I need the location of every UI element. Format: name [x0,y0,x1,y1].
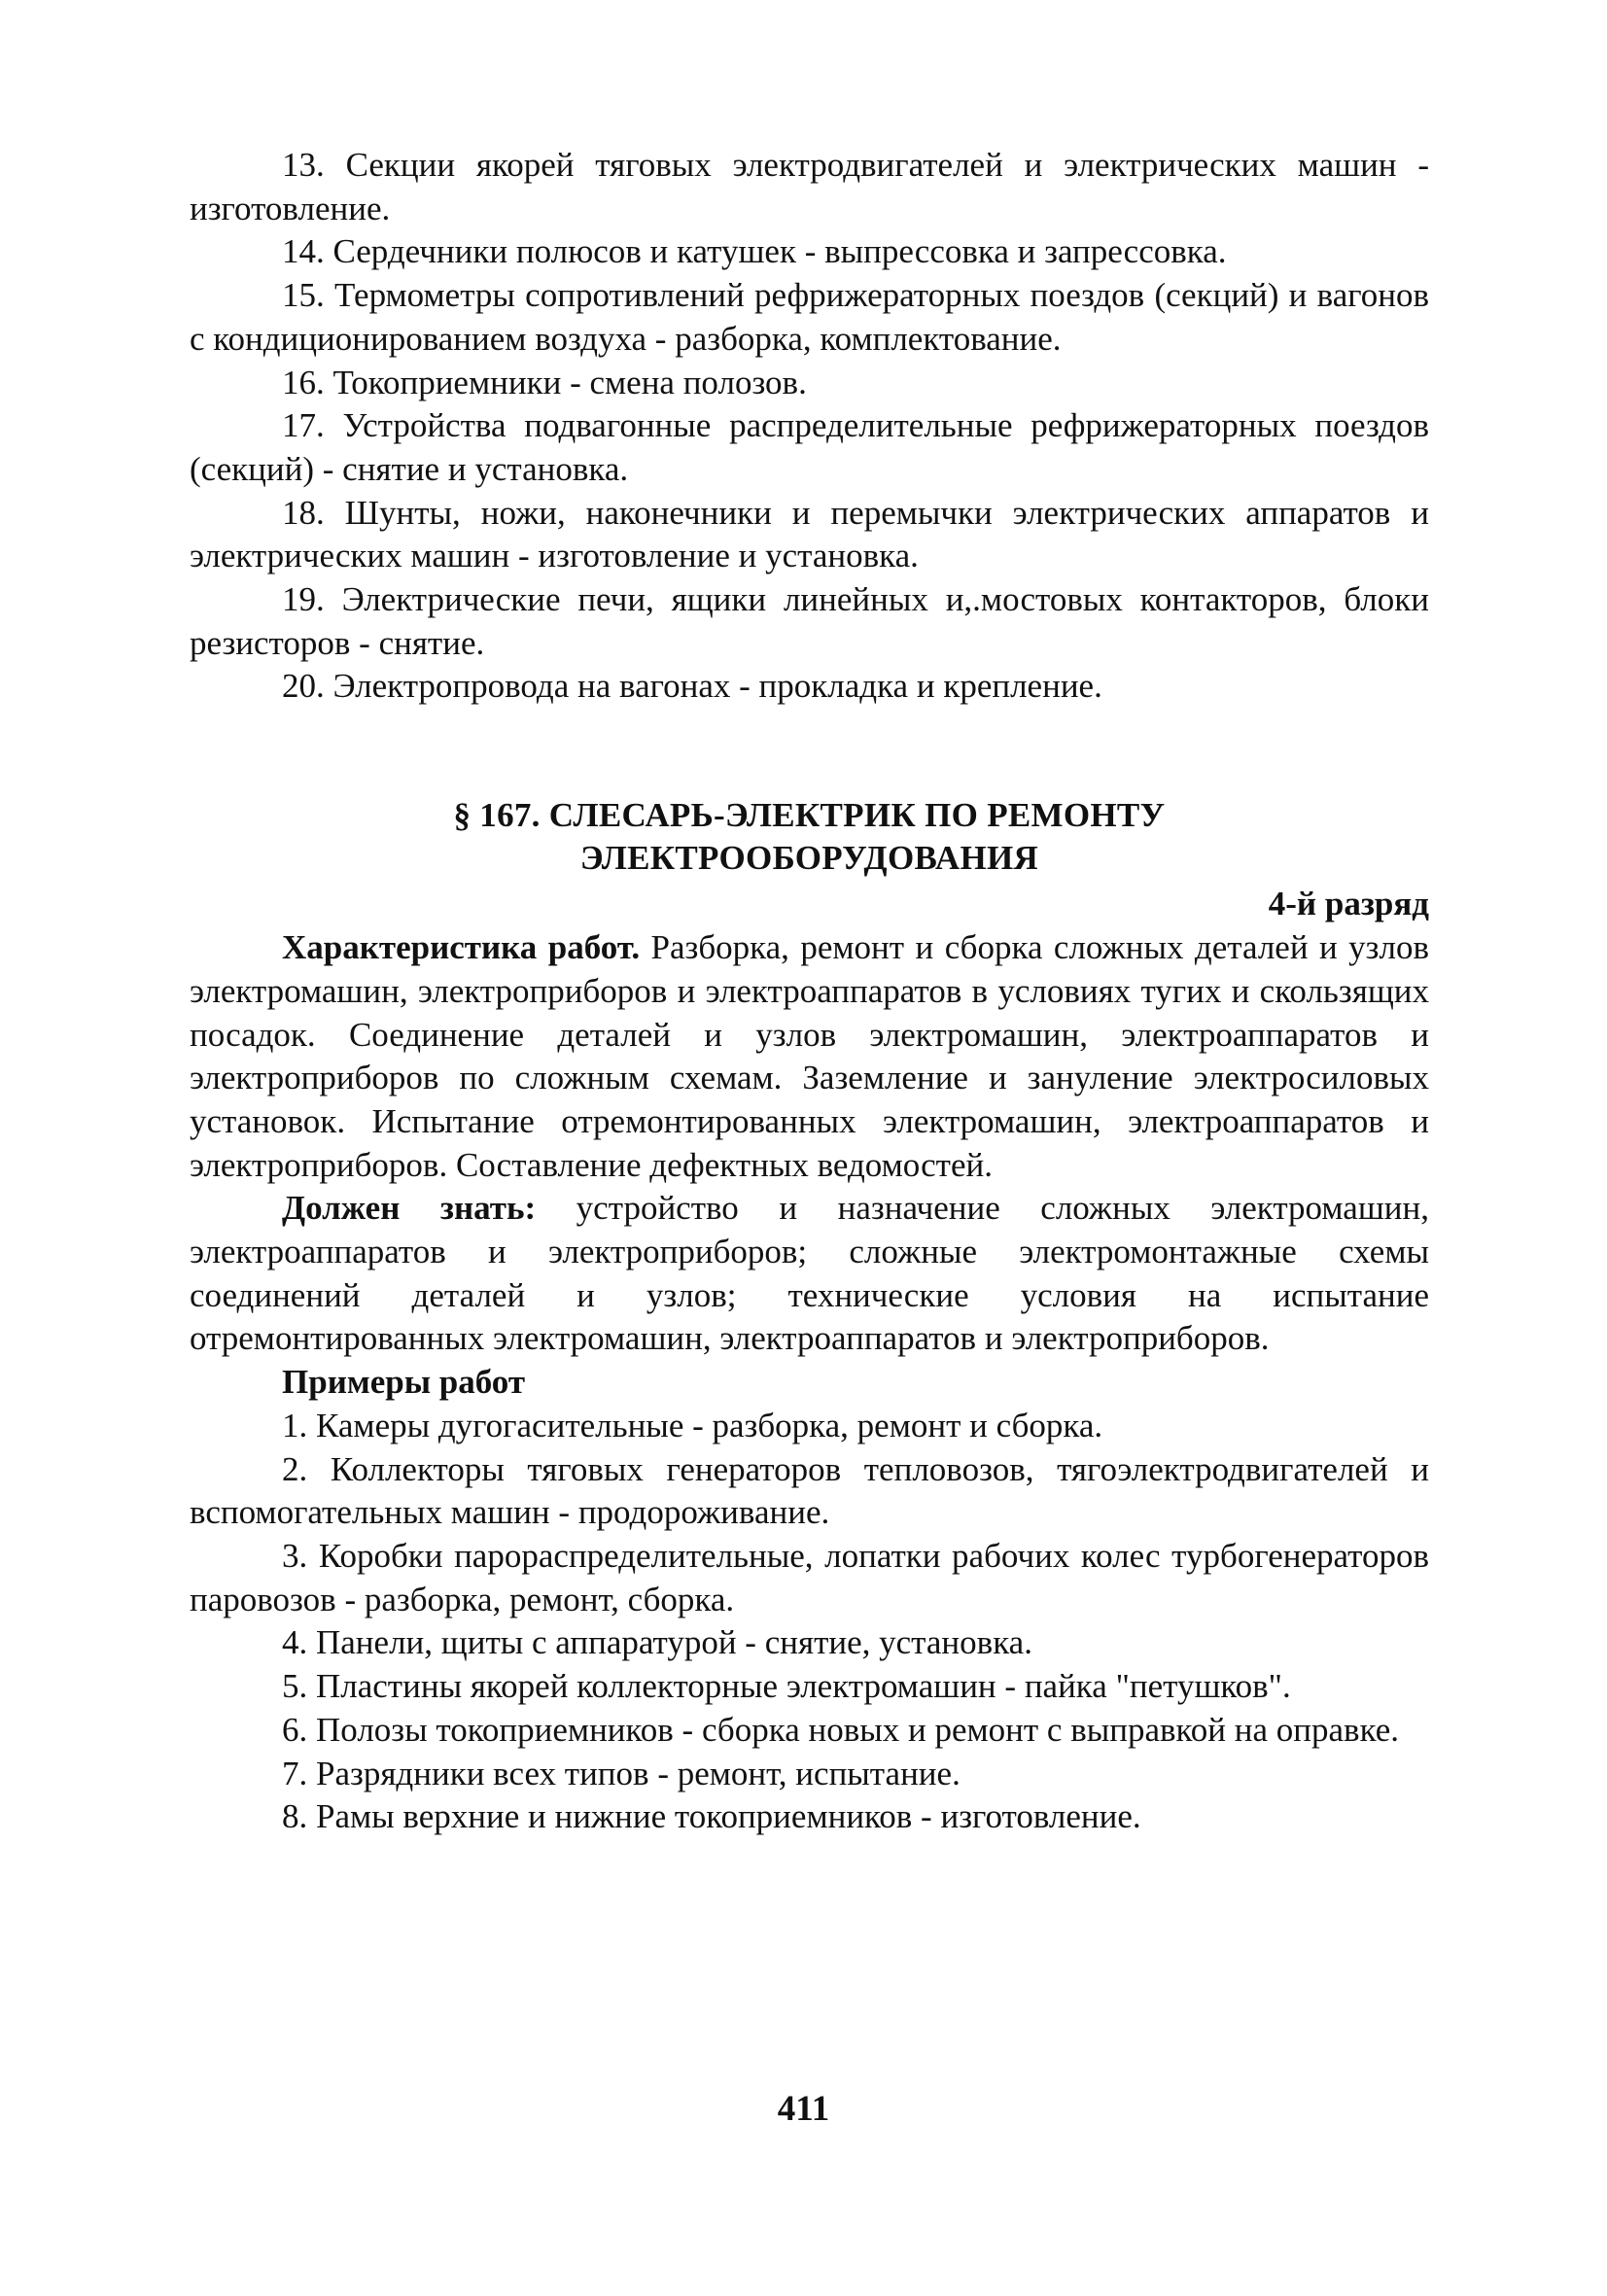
section-spacer [190,709,1429,794]
section-title-line2: ЭЛЕКТРООБОРУДОВАНИЯ [579,839,1039,878]
rank-label: 4-й разряд [1268,885,1429,923]
knowledge-lead: Должен знать: [282,1189,537,1228]
characteristic-text: Разборка, ремонт и сборка сложных деталей и узлов электромашин, электроприборов и электроаппаратов в условиях тугих и скользящих посадок. Соединение деталей и узлов электромашин, электроаппаратов и электроприборов по сложным схемам. Заземление и зануление электросиловых установок. Испытание отремонтированных электромашин, электроаппаратов и электроприборов. Составление дефектных ведомостей. [190,928,1429,1184]
list-item-20: 20. Электропровода на вагонах - прокладка и крепление. [282,667,1102,706]
page-number: 411 [777,2089,830,2129]
example-item-3: 3. Коробки парораспределительные, лопатки рабочих колес турбогенераторов паровозов - разборка, ремонт, сборка. [190,1536,1429,1618]
example-item-4: 4. Панели, щиты с аппаратурой - снятие, установка. [282,1623,1032,1662]
list-item-13: 13. Секции якорей тяговых электродвигателей и электрических машин - изготовление. [190,146,1429,227]
list-item-17: 17. Устройства подвагонные распределительные рефрижераторных поездов (секций) - снятие и установка. [190,406,1429,488]
list-item-14: 14. Сердечники полюсов и катушек - выпрессовка и запрессовка. [282,232,1227,271]
example-item-5: 5. Пластины якорей коллекторные электромашин - пайка "петушков". [282,1667,1291,1706]
example-item-7: 7. Разрядники всех типов - ремонт, испытание. [282,1754,961,1792]
example-item-2: 2. Коллекторы тяговых генераторов тепловозов, тягоэлектродвигателей и вспомогательных машин - продороживание. [190,1449,1429,1532]
list-item-15: 15. Термометры сопротивлений рефрижераторных поездов (секций) и вагонов с кондиционированием воздуха - разборка, комплектование. [190,276,1429,358]
example-item-1: 1. Камеры дугогасительные - разборка, ремонт и сборка. [282,1406,1103,1444]
list-item-16: 16. Токоприемники - смена полозов. [282,363,807,401]
example-item-6: 6. Полозы токоприемников - сборка новых и ремонт с выправкой на оправке. [282,1710,1399,1749]
list-item-19: 19. Электрические печи, ящики линейных и,.мостовых контакторов, блоки резисторов - снятие. [190,580,1429,662]
examples-heading: Примеры работ [282,1363,526,1402]
section-title-line1: § 167. СЛЕСАРЬ-ЭЛЕКТРИК ПО РЕМОНТУ [453,796,1166,835]
characteristic-lead: Характеристика работ. [282,928,641,967]
characteristic-paragraph [190,926,1429,1187]
knowledge-paragraph [190,1187,1429,1361]
example-item-8: 8. Рамы верхние и нижние токоприемников - изготовление. [282,1797,1141,1836]
list-item-18: 18. Шунты, ножи, наконечники и перемычки электрических аппаратов и электрических машин - изготовление и установка. [190,493,1429,575]
knowledge-text: устройство и назначение сложных электромашин, электроаппаратов и электроприборов; сложные электромонтажные схемы соединений деталей и узлов; технические условия на испытание отремонтированных электромашин, электроаппаратов и электроприборов. [190,1189,1429,1358]
page-content [190,144,1429,1839]
